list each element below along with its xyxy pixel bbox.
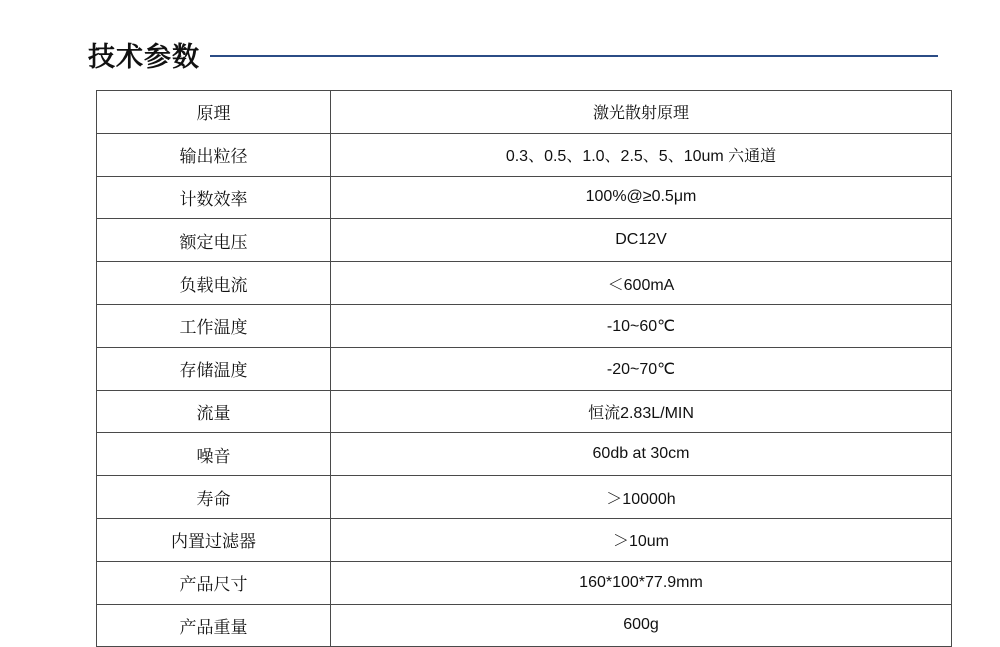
row-value: 600g <box>331 604 952 647</box>
table-row <box>97 176 952 219</box>
row-label: 负载电流 <box>97 262 331 305</box>
row-value: 60db at 30cm <box>331 433 952 476</box>
title-divider <box>210 55 938 57</box>
row-label: 产品重量 <box>97 604 331 647</box>
row-label: 输出粒径 <box>97 133 331 176</box>
row-label: 寿命 <box>97 476 331 519</box>
table-row <box>97 133 952 176</box>
table-row <box>97 476 952 519</box>
table-row <box>97 304 952 347</box>
table-row <box>97 262 952 305</box>
row-label: 工作温度 <box>97 304 331 347</box>
row-label: 存储温度 <box>97 347 331 390</box>
row-value: 0.3、0.5、1.0、2.5、5、10um 六通道 <box>331 133 952 176</box>
row-value: ＞10um <box>331 518 952 561</box>
row-value: 160*100*77.9mm <box>331 561 952 604</box>
row-value: ＞10000h <box>331 476 952 519</box>
row-label: 产品尺寸 <box>97 561 331 604</box>
row-label: 噪音 <box>97 433 331 476</box>
table-row <box>97 433 952 476</box>
row-label: 额定电压 <box>97 219 331 262</box>
table-row <box>97 561 952 604</box>
page-title: 技术参数 <box>88 41 200 72</box>
table-row <box>97 390 952 433</box>
row-value: 恒流2.83L/MIN <box>331 390 952 433</box>
row-label: 原理 <box>97 91 331 134</box>
table-body <box>97 91 952 647</box>
row-label: 计数效率 <box>97 176 331 219</box>
specifications-table <box>96 90 952 647</box>
row-value: 100%@≥0.5μm <box>331 176 952 219</box>
table-row <box>97 518 952 561</box>
row-label: 内置过滤器 <box>97 518 331 561</box>
row-value: 激光散射原理 <box>331 91 952 134</box>
section-header <box>88 32 938 76</box>
row-value: -10~60℃ <box>331 304 952 347</box>
row-value: -20~70℃ <box>331 347 952 390</box>
row-label: 流量 <box>97 390 331 433</box>
table-row <box>97 604 952 647</box>
table-row <box>97 219 952 262</box>
row-value: DC12V <box>331 219 952 262</box>
table-row <box>97 347 952 390</box>
row-value: ＜600mA <box>331 262 952 305</box>
table-row <box>97 91 952 134</box>
